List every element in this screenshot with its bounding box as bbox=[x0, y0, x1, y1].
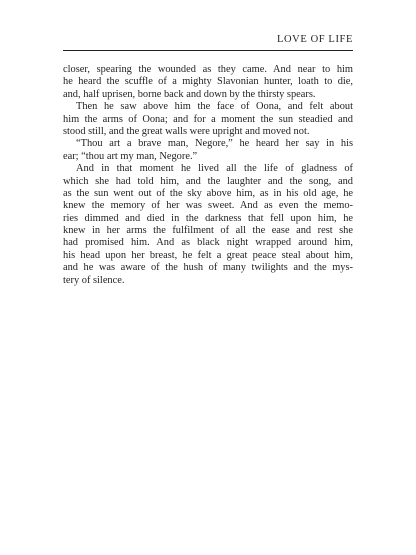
text-line: as the sun went out of the sky above him, as in his old age, he bbox=[63, 187, 353, 199]
running-head: LOVE OF LIFE bbox=[276, 34, 353, 45]
header-rule bbox=[63, 50, 353, 51]
text-line: “Thou art a brave man, Negore,” he heard her say in his bbox=[76, 138, 353, 150]
text-line: closer, spearing the wounded as they came. And near to him bbox=[63, 64, 353, 75]
text-line: ear; “thou art my man, Negore.” bbox=[63, 150, 198, 162]
text-line: had promised him. And as black night wrapped around him, bbox=[63, 237, 353, 249]
text-line: knew the memory of her was sweet. And as even the memo- bbox=[63, 200, 353, 212]
text-line: he heard the scuffle of a mighty Slavonian hunter, loath to die, bbox=[63, 76, 353, 88]
body-text bbox=[63, 64, 353, 287]
text-line: him the arms of Oona; and for a moment the sun steadied and bbox=[63, 113, 353, 125]
text-line: which she had told him, and the laughter and the song, and bbox=[63, 175, 353, 187]
text-line: knew in her arms the fulfilment of all the ease and rest she bbox=[63, 225, 353, 237]
text-line: tery of silence. bbox=[63, 274, 125, 286]
text-line: ries dimmed and died in the darkness that fell upon him, he bbox=[63, 212, 353, 224]
text-line: and, half uprisen, borne back and down by the thirsty spears. bbox=[63, 88, 316, 100]
paragraph bbox=[63, 64, 353, 101]
text-line: his head upon her breast, he felt a great peace steal about him, bbox=[63, 249, 353, 261]
text-line: And in that moment he lived all the life of gladness of bbox=[76, 163, 353, 175]
text-line: and he was aware of the hush of many twilights and the mys- bbox=[63, 262, 353, 274]
paragraph bbox=[63, 101, 353, 138]
paragraph bbox=[63, 138, 353, 163]
text-line: Then he saw above him the face of Oona, and felt about bbox=[76, 101, 353, 113]
paragraph bbox=[63, 163, 353, 287]
text-line: stood still, and the great walls were upright and moved not. bbox=[63, 125, 310, 137]
